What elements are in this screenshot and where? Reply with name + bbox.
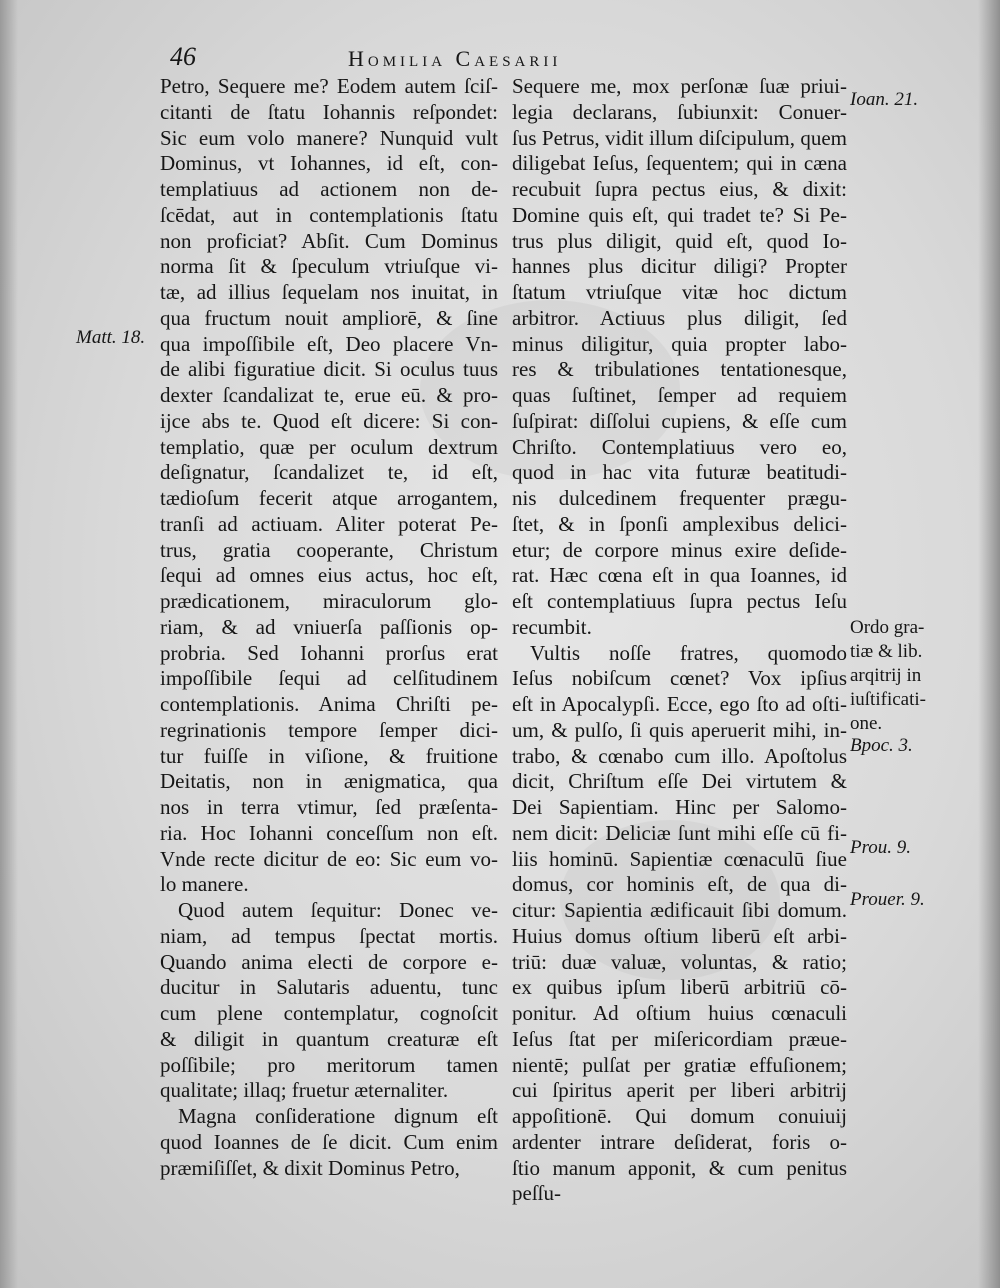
text-line: ſcēdat, aut in contemplationis ſtatu bbox=[160, 202, 498, 227]
text-line: templatio, quæ per oculum dextrum bbox=[160, 434, 498, 459]
text-line: cui ſpiritus aperit per liberi arbitrij bbox=[512, 1078, 847, 1103]
text-line: Deitatis, non in ænigmatica, qua bbox=[160, 769, 498, 794]
text-line: nem dicit: Deliciæ ſunt mihi eſſe cū fi- bbox=[512, 820, 847, 845]
text-line: ſtet, & in ſponſi amplexibus delici- bbox=[512, 511, 847, 536]
text-line: tranſi ad actiuam. Aliter poterat Pe- bbox=[160, 511, 498, 536]
text-line: tædioſum fecerit atque arrogantem, bbox=[160, 486, 498, 510]
text-line: eſt contemplatiuus ſupra pectus Ieſu bbox=[512, 589, 847, 613]
text-line: Vnde recte dicitur de eo: Sic eum vo- bbox=[160, 846, 498, 871]
text-line: minus diligitur, quia propter labo- bbox=[512, 331, 847, 356]
text-line: nis dulcedinem frequenter prægu- bbox=[512, 486, 847, 510]
text-line: & diligit in quantum creaturæ eſt bbox=[160, 1026, 498, 1051]
text-line: recumbit. bbox=[512, 614, 592, 639]
text-line: ardenter intrare deſiderat, foris o- bbox=[512, 1129, 847, 1154]
text-line: eſt in Apocalypſi. Ecce, ego ſto ad oſti- bbox=[512, 692, 847, 716]
text-line: ex quibus ipſum liberū arbitriū cō- bbox=[512, 975, 847, 1000]
text-line: ponitur. Ad oſtium huius cœnaculi bbox=[512, 1001, 847, 1025]
text-line: recubuit ſupra pectus eius, & dixit: bbox=[512, 177, 847, 201]
page-right-shadow bbox=[978, 0, 1000, 1288]
text-line: Quod autem ſequitur: Donec ve- bbox=[178, 898, 498, 922]
text-line: um, & pulſo, ſi quis aperuerit mihi, in- bbox=[512, 717, 847, 742]
text-line: ſtio manum apponit, & cum penitus bbox=[512, 1155, 847, 1180]
margin-note-ordo-2: tiæ & lib. bbox=[850, 641, 923, 662]
text-line: cum plene contemplatur, cognoſcit bbox=[160, 1001, 498, 1025]
margin-note-matt: Matt. 18. bbox=[76, 327, 146, 348]
text-line: etur; de corpore minus exire deſide- bbox=[512, 537, 847, 562]
text-line: diligebat Ieſus, ſequentem; qui in cæna bbox=[512, 151, 847, 176]
text-line: trus, gratia cooperante, Christum bbox=[160, 537, 498, 562]
margin-note-ordo-4: iuſtificati- bbox=[850, 689, 926, 710]
text-line: Magna conſideratione dignum eſt bbox=[178, 1104, 498, 1128]
text-line: riam, & ad vniuerſa paſſionis op- bbox=[160, 614, 498, 639]
text-line: ſtatum vtriuſque vitæ hoc dictum bbox=[512, 280, 847, 304]
text-line: non proficiat? Abſit. Cum Dominus bbox=[160, 228, 498, 253]
text-line: citur: Sapientia ædificauit ſibi domum. bbox=[512, 898, 847, 922]
text-line: ſuſpirat: diſſolui cupiens, & eſſe cum bbox=[512, 408, 847, 433]
text-line: norma ſit & ſpeculum vtriuſque vi- bbox=[160, 254, 498, 279]
text-line: liis hominū. Sapientiæ cœnaculū ſiue bbox=[512, 846, 847, 871]
text-line: Ieſus nobiſcum cœnet? Vox ipſius bbox=[512, 666, 847, 691]
text-line: nos in terra vtimur, ſed præſenta- bbox=[160, 795, 498, 819]
text-line: regrinationis tempore ſemper dici- bbox=[160, 717, 498, 742]
text-line: res & tribulationes tentationesque, bbox=[512, 357, 847, 382]
margin-note-ordo-1: Ordo gra- bbox=[850, 617, 925, 638]
margin-note-prou: Prou. 9. bbox=[850, 837, 912, 858]
text-line: quas ſuſtinet, ſemper ad requiem bbox=[512, 383, 847, 407]
text-line: ducitur in Salutaris aduentu, tunc bbox=[160, 975, 498, 1000]
text-line: poſſibile; pro meritorum tamen bbox=[160, 1052, 498, 1077]
text-line: impoſſibile ſequi ad celſitudinem bbox=[160, 666, 498, 691]
text-line: de alibi figuratiue dicit. Si oculus tuus bbox=[160, 357, 498, 382]
text-line: quod in hac vita futuræ beatitudi- bbox=[512, 460, 847, 485]
text-line: appoſitionē. Qui domum conuiuij bbox=[512, 1104, 847, 1128]
text-line: lo manere. bbox=[160, 872, 249, 897]
text-line: præmiſiſſet, & dixit Dominus Petro, bbox=[160, 1155, 460, 1180]
text-line: ſus Petrus, vidit illum diſcipulum, quem bbox=[512, 125, 847, 150]
text-line: dexter ſcandalizat te, erue eū. & pro- bbox=[160, 383, 498, 407]
text-line: niam, ad tempus ſpectat mortis. bbox=[160, 923, 498, 948]
text-line: ſequi ad omnes eius actus, hoc eſt, bbox=[160, 563, 498, 588]
margin-note-apoc: Bpoc. 3. bbox=[850, 735, 913, 756]
text-line: Sequere me, mox perſonæ ſuæ priui- bbox=[512, 74, 847, 98]
text-line: Huius domus oſtium liberū eſt arbi- bbox=[512, 923, 847, 948]
text-line: qua impoſſibile eſt, Deo placere Vn- bbox=[160, 331, 498, 356]
text-line: nientē; pulſat per gratiæ effuſionem; bbox=[512, 1052, 847, 1077]
text-line: contemplationis. Anima Chriſti pe- bbox=[160, 692, 498, 716]
right-column bbox=[512, 74, 847, 1207]
text-line: citanti de ſtatu Iohannis reſpondet: bbox=[160, 99, 498, 124]
left-column bbox=[160, 74, 498, 1181]
margin-note-ioan: Ioan. 21. bbox=[850, 89, 919, 110]
text-line: ria. Hoc Iohanni conceſſum non eſt. bbox=[160, 820, 498, 845]
text-line: Chriſto. Contemplatiuus vero eo, bbox=[512, 434, 847, 459]
margin-note-ordo-3: arqitrij in bbox=[850, 665, 922, 686]
text-line: dicit, Chriſtum eſſe Dei virtutem & bbox=[512, 769, 847, 794]
text-line: prædicationem, miraculorum glo- bbox=[160, 589, 498, 613]
text-line: Ieſus ſtat per miſericordiam præue- bbox=[512, 1026, 847, 1051]
text-line: trabo, & cœnabo cum illo. Apoſtolus bbox=[512, 743, 847, 768]
text-line: hannes plus dicitur diligi? Propter bbox=[512, 254, 847, 279]
text-line: rat. Hæc cœna eſt in qua Ioannes, id bbox=[512, 563, 847, 588]
page-left-shadow bbox=[0, 0, 18, 1288]
text-line: domus, cor hominis eſt, de qua di- bbox=[512, 872, 847, 897]
page-header bbox=[170, 42, 640, 78]
text-line: trus plus diligit, quid eſt, quod Io- bbox=[512, 228, 847, 253]
page-number: 46 bbox=[170, 42, 196, 71]
text-line: tæ, ad illius ſequelam nos inuitat, in bbox=[160, 280, 498, 304]
margin-note-prouer: Prouer. 9. bbox=[850, 889, 925, 910]
margin-note-ordo-5: one. bbox=[850, 713, 883, 734]
text-line: Quando anima electi de corpore e- bbox=[160, 949, 498, 974]
text-line: Dominus, vt Iohannes, id eſt, con- bbox=[160, 151, 498, 176]
text-line: tur fuiſſe in viſione, & fruitione bbox=[160, 743, 498, 768]
text-line: triū: duæ valuæ, voluntas, & ratio; bbox=[512, 949, 847, 974]
text-line: templatiuus ad actionem non de- bbox=[160, 177, 498, 201]
text-line: Petro, Sequere me? Eodem autem ſciſ- bbox=[160, 74, 498, 98]
text-line: probria. Sed Iohanni prorſus erat bbox=[160, 640, 498, 665]
running-title: Homilia Caesarii bbox=[348, 46, 562, 71]
text-line: quod Ioannes de ſe dicit. Cum enim bbox=[160, 1129, 498, 1154]
text-line: Vultis noſſe fratres, quomodo bbox=[530, 640, 847, 665]
text-line: deſignatur, ſcandalizet te, id eſt, bbox=[160, 460, 498, 485]
text-line: qua fructum nouit ampliorē, & ſine bbox=[160, 305, 498, 330]
text-line: Sic eum volo manere? Nunquid vult bbox=[160, 125, 498, 150]
text-line: qualitate; illaq; fruetur æternaliter. bbox=[160, 1078, 449, 1103]
text-line: peſſu- bbox=[512, 1181, 561, 1206]
text-line: ijce abs te. Quod eſt dicere: Si con- bbox=[160, 408, 498, 433]
text-line: arbitror. Actiuus plus diligit, ſed bbox=[512, 305, 847, 330]
text-line: Domine quis eſt, qui tradet te? Si Pe- bbox=[512, 202, 847, 227]
text-line: legia declarans, ſubiunxit: Conuer- bbox=[512, 99, 847, 124]
text-line: Dei Sapientiam. Hinc per Salomo- bbox=[512, 795, 847, 819]
